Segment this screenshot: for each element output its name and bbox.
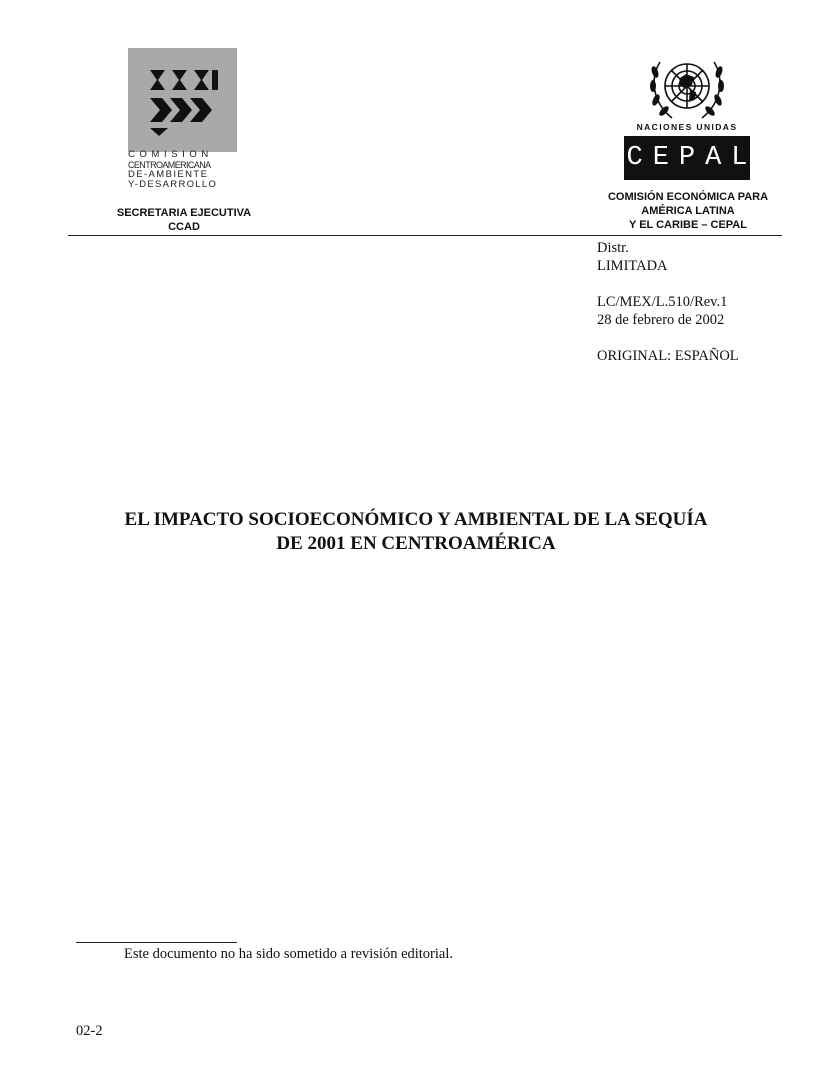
ccad-secretaria <box>70 206 298 234</box>
ccad-name-line: COMISION <box>128 150 213 160</box>
ccad-name-line: CENTROAMERICANA <box>128 160 211 170</box>
distribution-block <box>597 239 739 365</box>
document-code: 02-2 <box>76 1023 103 1039</box>
cepal-full-name <box>590 190 786 232</box>
secretaria-line: CCAD <box>168 221 200 233</box>
document-symbol: LC/MEX/L.510/Rev.1 <box>597 294 728 310</box>
cepal-name-line: COMISIÓN ECONÓMICA PARA <box>607 191 769 203</box>
ccad-logo-icon <box>128 48 237 152</box>
ccad-name-line: DE-AMBIENTE <box>128 170 209 180</box>
document-title <box>60 508 772 556</box>
ccad-name <box>128 150 240 190</box>
ccad-name-line: Y-DESARROLLO <box>128 180 218 190</box>
title-line: DE 2001 EN CENTROAMÉRICA <box>276 533 556 554</box>
distribution-type: LIMITADA <box>597 258 668 274</box>
original-language: ORIGINAL: ESPAÑOL <box>597 348 739 364</box>
cepal-logo-text: CEPAL <box>626 142 758 173</box>
un-emblem-icon <box>646 50 728 124</box>
document-date: 28 de febrero de 2002 <box>597 312 725 328</box>
secretaria-line: SECRETARIA EJECUTIVA <box>116 207 252 219</box>
cepal-logo <box>624 136 758 180</box>
header-divider <box>68 235 782 236</box>
footnote-divider <box>76 942 237 943</box>
cepal-name-line: AMÉRICA LATINA <box>641 205 735 217</box>
title-line: EL IMPACTO SOCIOECONÓMICO Y AMBIENTAL DE LA SEQUÍA <box>124 509 708 530</box>
distr-label: Distr. <box>597 240 629 256</box>
footnote: Este documento no ha sido sometido a revisión editorial. <box>124 946 454 962</box>
naciones-unidas-label: NACIONES UNIDAS <box>636 122 738 132</box>
cepal-name-line: Y EL CARIBE – CEPAL <box>629 219 747 231</box>
